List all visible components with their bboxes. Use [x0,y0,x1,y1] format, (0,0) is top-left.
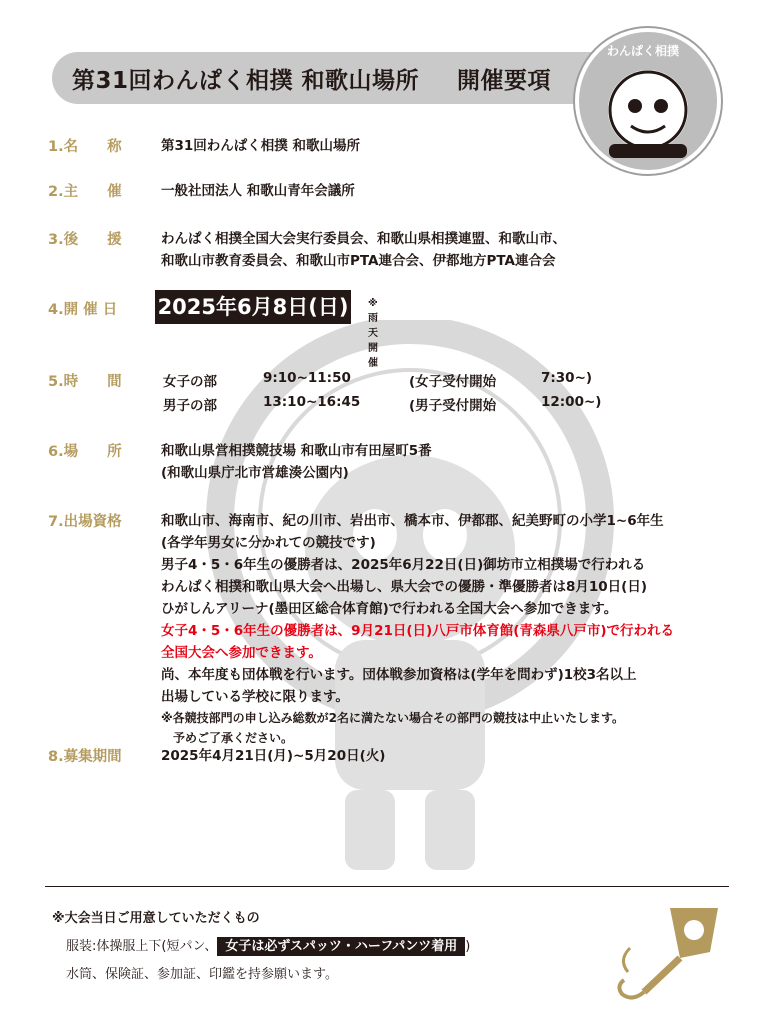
divider [45,886,729,887]
item-venue-lines [161,440,432,484]
item-date-label: 4.開 催 日 [48,302,118,318]
division-label: 女子の部 [163,374,217,390]
reception-label: (女子受付開始 [409,374,497,390]
reception-label: (男子受付開始 [409,398,497,414]
eligibility-line: ひがしんアリーナ(墨田区総合体育館)で行われる全国大会へ参加できます。 [161,601,618,617]
item-support-label: 3.後 援 [48,232,122,248]
reception-time: 12:00~) [541,394,602,410]
eligibility-note: ※各競技部門の申し込み総数が2名に満たない場合その部門の競技は中止いたします。 [161,711,625,725]
eligibility-red-line: 全国大会へ参加できます。 [161,645,322,661]
support-line: 和歌山市教育委員会、和歌山市PTA連合会、伊都地方PTA連合会 [161,253,556,269]
item-name-value: 第31回わんぱく相撲 和歌山場所 [161,138,360,154]
title-main: 第31回わんぱく相撲 和歌山場所 [72,68,420,94]
clothing-highlight: 女子は必ずスパッツ・ハーフパンツ着用 [217,937,465,956]
item-eligibility-lines [161,510,674,748]
item-host-label: 2.主 催 [48,184,122,200]
item-host-value: 一般社団法人 和歌山青年会議所 [161,183,355,199]
venue-line: 和歌山県営相撲競技場 和歌山市有田屋町5番 [161,443,432,459]
item-time-label: 5.時 間 [48,374,122,390]
eligibility-line: 和歌山市、海南市、紀の川市、岩出市、橋本市、伊都郡、紀美野町の小学1~6年生 [161,513,664,529]
eligibility-red-line: 女子4・5・6年生の優勝者は、9月21日(日)八戸市体育館(青森県八戸市)で行われる [161,623,675,639]
event-date: 2025年6月8日(日) [155,290,351,324]
item-period-label: 8.募集期間 [48,749,122,765]
division-time: 13:10~16:45 [263,394,361,410]
reception-time: 7:30~) [541,370,593,386]
support-line: わんぱく相撲全国大会実行委員会、和歌山県相撲連盟、和歌山市、 [161,231,566,247]
eligibility-line: (各学年男女に分かれての競技です) [161,535,376,551]
clothing-prefix: 服装:体操服上下(短パン、 [66,939,218,954]
items-line: 水筒、保険証、参加証、印鑑を持参願います。 [66,967,338,982]
eligibility-note: 予めご了承ください。 [161,731,294,745]
bottom-heading: ※大会当日ご用意していただくもの [52,911,260,926]
venue-line: (和歌山県庁北市営雄湊公園内) [161,465,349,481]
eligibility-line: 出場している学校に限ります。 [161,689,349,705]
item-eligibility-label: 7.出場資格 [48,514,122,530]
rain-note: ※雨天開催 [368,298,378,369]
clothing-line [66,935,470,954]
item-name-label: 1.名 称 [48,139,122,155]
item-support-lines [161,228,566,272]
title-sub: 開催要項 [457,68,552,94]
key-icon [610,900,730,1010]
clothing-suffix: ) [465,939,471,954]
item-venue-label: 6.場 所 [48,444,122,460]
eligibility-line: 男子4・5・6年生の優勝者は、2025年6月22日(日)御坊市立相撲場で行われる [161,557,646,573]
eligibility-line: わんぱく相撲和歌山県大会へ出場し、県大会での優勝・準優勝者は8月10日(日) [161,579,648,595]
page-title [72,62,551,95]
mascot-badge [575,28,721,174]
eligibility-line: 尚、本年度も団体戦を行います。団体戦参加資格は(学年を問わず)1校3名以上 [161,667,637,683]
division-label: 男子の部 [163,398,217,414]
item-period-value: 2025年4月21日(月)~5月20日(火) [161,748,386,764]
division-time: 9:10~11:50 [263,370,351,386]
mascot-text: わんぱく相撲 [607,44,680,58]
